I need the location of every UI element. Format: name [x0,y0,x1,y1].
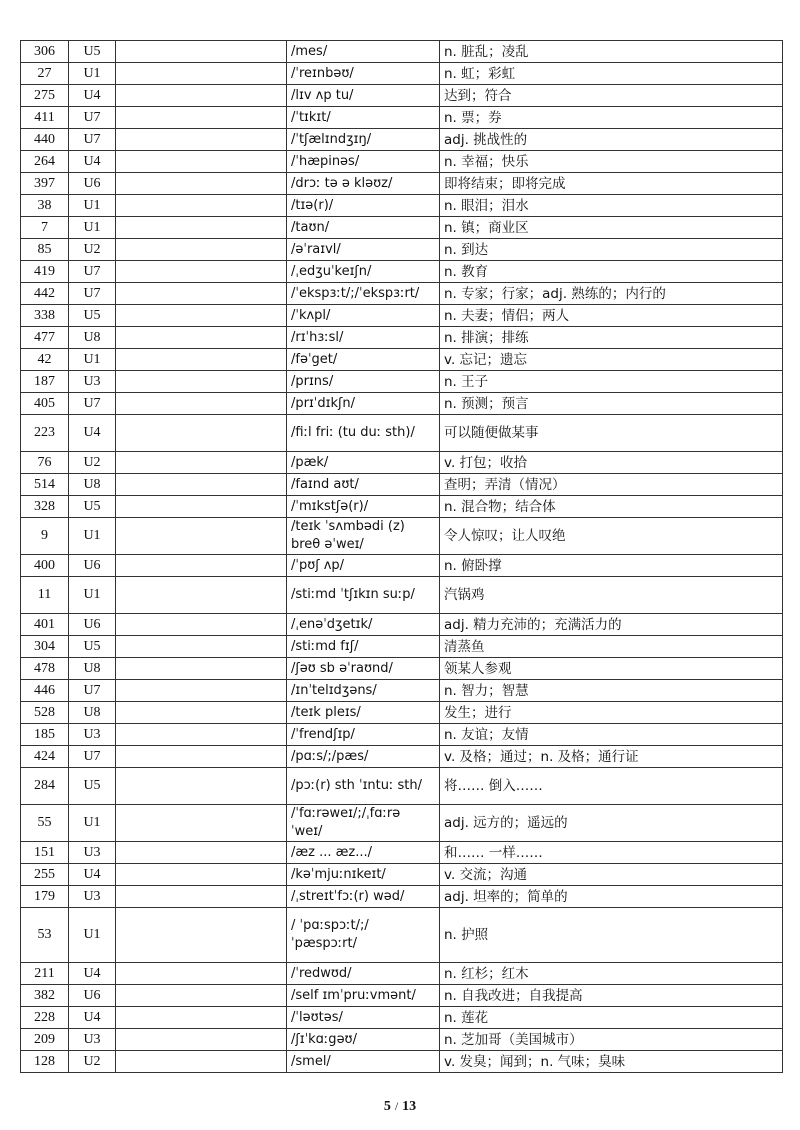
phonetic-cell: /pɔː(r) sth ˈɪntuː sth/ [287,768,440,805]
unit-cell: U7 [69,129,116,151]
table-row [21,195,783,217]
unit-cell: U1 [69,63,116,85]
table-row [21,518,783,555]
id-cell: 528 [21,702,69,724]
phonetic-cell: /prɪˈdɪkʃn/ [287,393,440,415]
id-cell: 76 [21,452,69,474]
word-cell [116,724,287,746]
phonetic-cell: /mes/ [287,41,440,63]
table-row [21,724,783,746]
word-cell [116,496,287,518]
unit-cell: U1 [69,518,116,555]
id-cell: 419 [21,261,69,283]
meaning-cell: v. 打包；收拾 [440,452,783,474]
word-cell [116,614,287,636]
meaning-cell: n. 混合物；结合体 [440,496,783,518]
phonetic-cell: /smel/ [287,1051,440,1073]
word-cell [116,41,287,63]
table-row [21,107,783,129]
word-cell [116,768,287,805]
phonetic-cell: /əˈraɪvl/ [287,239,440,261]
unit-cell: U7 [69,107,116,129]
meaning-cell: n. 王子 [440,371,783,393]
unit-cell: U2 [69,239,116,261]
word-cell [116,349,287,371]
id-cell: 185 [21,724,69,746]
id-cell: 55 [21,805,69,842]
table-row [21,85,783,107]
phonetic-cell: /self ɪmˈpruːvmənt/ [287,985,440,1007]
meaning-cell: n. 俯卧撑 [440,555,783,577]
id-cell: 446 [21,680,69,702]
word-cell [116,985,287,1007]
vocabulary-table-body [21,41,783,1073]
word-cell [116,746,287,768]
meaning-cell: v. 及格；通过；n. 及格；通行证 [440,746,783,768]
unit-cell: U1 [69,349,116,371]
table-row [21,555,783,577]
id-cell: 306 [21,41,69,63]
table-row [21,702,783,724]
word-cell [116,1007,287,1029]
word-cell [116,85,287,107]
phonetic-cell: /faɪnd aʊt/ [287,474,440,496]
id-cell: 85 [21,239,69,261]
id-cell: 442 [21,283,69,305]
word-cell [116,173,287,195]
id-cell: 264 [21,151,69,173]
word-cell [116,474,287,496]
unit-cell: U4 [69,151,116,173]
word-cell [116,908,287,963]
unit-cell: U5 [69,636,116,658]
meaning-cell: n. 芝加哥（美国城市） [440,1029,783,1051]
unit-cell: U8 [69,658,116,680]
phonetic-cell: /stiːmd fɪʃ/ [287,636,440,658]
meaning-cell: n. 预测；预言 [440,393,783,415]
table-row [21,41,783,63]
unit-cell: U1 [69,908,116,963]
id-cell: 38 [21,195,69,217]
phonetic-cell: /rɪˈhɜːsl/ [287,327,440,349]
id-cell: 424 [21,746,69,768]
table-row [21,261,783,283]
meaning-cell: adj. 坦率的；简单的 [440,886,783,908]
unit-cell: U2 [69,452,116,474]
table-row [21,415,783,452]
table-row [21,496,783,518]
word-cell [116,658,287,680]
phonetic-cell: /teɪk pleɪs/ [287,702,440,724]
table-row [21,371,783,393]
word-cell [116,107,287,129]
phonetic-cell: /pɑːs/;/pæs/ [287,746,440,768]
phonetic-cell: /æz ... æz.../ [287,842,440,864]
id-cell: 382 [21,985,69,1007]
word-cell [116,63,287,85]
phonetic-cell: /tɪə(r)/ [287,195,440,217]
phonetic-cell: /lɪv ʌp tu/ [287,85,440,107]
table-row [21,129,783,151]
unit-cell: U1 [69,217,116,239]
phonetic-cell: /ˌenəˈdʒetɪk/ [287,614,440,636]
meaning-cell: 查明；弄清（情况） [440,474,783,496]
meaning-cell: n. 专家；行家；adj. 熟练的；内行的 [440,283,783,305]
id-cell: 151 [21,842,69,864]
word-cell [116,805,287,842]
meaning-cell: 可以随便做某事 [440,415,783,452]
id-cell: 284 [21,768,69,805]
word-cell [116,305,287,327]
table-row [21,173,783,195]
meaning-cell: 领某人参观 [440,658,783,680]
id-cell: 338 [21,305,69,327]
table-row [21,864,783,886]
table-row [21,474,783,496]
unit-cell: U1 [69,195,116,217]
unit-cell: U1 [69,577,116,614]
id-cell: 27 [21,63,69,85]
table-row [21,908,783,963]
word-cell [116,261,287,283]
meaning-cell: n. 虹；彩虹 [440,63,783,85]
word-cell [116,636,287,658]
word-cell [116,129,287,151]
id-cell: 401 [21,614,69,636]
word-cell [116,680,287,702]
word-cell [116,327,287,349]
id-cell: 255 [21,864,69,886]
meaning-cell: n. 护照 [440,908,783,963]
phonetic-cell: /ˈredwʊd/ [287,963,440,985]
table-row [21,886,783,908]
table-row [21,768,783,805]
id-cell: 440 [21,129,69,151]
table-row [21,805,783,842]
table-row [21,746,783,768]
word-cell [116,239,287,261]
id-cell: 411 [21,107,69,129]
word-cell [116,393,287,415]
meaning-cell: v. 发臭；闻到；n. 气味；臭味 [440,1051,783,1073]
id-cell: 405 [21,393,69,415]
phonetic-cell: /stiːmd ˈtʃɪkɪn suːp/ [287,577,440,614]
meaning-cell: n. 友谊；友情 [440,724,783,746]
unit-cell: U1 [69,805,116,842]
id-cell: 223 [21,415,69,452]
unit-cell: U4 [69,1007,116,1029]
id-cell: 128 [21,1051,69,1073]
table-row [21,305,783,327]
unit-cell: U5 [69,496,116,518]
phonetic-cell: /ˌstreɪtˈfɔː(r) wəd/ [287,886,440,908]
id-cell: 179 [21,886,69,908]
word-cell [116,702,287,724]
unit-cell: U4 [69,85,116,107]
word-cell [116,151,287,173]
unit-cell: U3 [69,371,116,393]
meaning-cell: n. 到达 [440,239,783,261]
meaning-cell: 即将结束；即将完成 [440,173,783,195]
unit-cell: U5 [69,305,116,327]
meaning-cell: adj. 挑战性的 [440,129,783,151]
table-row [21,614,783,636]
meaning-cell: n. 眼泪；泪水 [440,195,783,217]
phonetic-cell: /ˈmɪkstʃə(r)/ [287,496,440,518]
meaning-cell: n. 教育 [440,261,783,283]
word-cell [116,886,287,908]
page-separator: / [394,1099,399,1113]
id-cell: 42 [21,349,69,371]
table-row [21,636,783,658]
word-cell [116,518,287,555]
phonetic-cell: /ʃəʊ sb əˈraʊnd/ [287,658,440,680]
unit-cell: U7 [69,261,116,283]
table-row [21,1029,783,1051]
id-cell: 9 [21,518,69,555]
meaning-cell: 发生；进行 [440,702,783,724]
table-row [21,680,783,702]
id-cell: 187 [21,371,69,393]
page-current: 5 [383,1099,391,1114]
table-row [21,658,783,680]
id-cell: 209 [21,1029,69,1051]
table-row [21,349,783,371]
table-row [21,842,783,864]
table-row [21,217,783,239]
id-cell: 211 [21,963,69,985]
phonetic-cell: /ˈekspɜːt/;/ˈekspɜːrt/ [287,283,440,305]
table-row [21,151,783,173]
page-total: 13 [402,1099,417,1114]
meaning-cell: n. 镇；商业区 [440,217,783,239]
phonetic-cell: /ˈkʌpl/ [287,305,440,327]
word-cell [116,577,287,614]
meaning-cell: n. 幸福；快乐 [440,151,783,173]
unit-cell: U8 [69,702,116,724]
unit-cell: U5 [69,768,116,805]
id-cell: 53 [21,908,69,963]
meaning-cell: n. 自我改进；自我提高 [440,985,783,1007]
id-cell: 328 [21,496,69,518]
meaning-cell: n. 排演；排练 [440,327,783,349]
unit-cell: U6 [69,555,116,577]
word-cell [116,864,287,886]
table-row [21,393,783,415]
word-cell [116,195,287,217]
word-cell [116,371,287,393]
page-number [0,1099,800,1115]
word-cell [116,1051,287,1073]
meaning-cell: adj. 精力充沛的；充满活力的 [440,614,783,636]
table-row [21,283,783,305]
unit-cell: U4 [69,963,116,985]
meaning-cell: adj. 远方的；遥远的 [440,805,783,842]
unit-cell: U4 [69,864,116,886]
id-cell: 228 [21,1007,69,1029]
id-cell: 304 [21,636,69,658]
unit-cell: U7 [69,393,116,415]
meaning-cell: n. 夫妻；情侣；两人 [440,305,783,327]
unit-cell: U6 [69,173,116,195]
word-cell [116,963,287,985]
id-cell: 11 [21,577,69,614]
id-cell: 397 [21,173,69,195]
table-row [21,63,783,85]
id-cell: 7 [21,217,69,239]
unit-cell: U4 [69,415,116,452]
phonetic-cell: /ˈtʃælɪndʒɪŋ/ [287,129,440,151]
meaning-cell: 达到；符合 [440,85,783,107]
unit-cell: U8 [69,474,116,496]
phonetic-cell: /teɪk ˈsʌmbədi (z) breθ əˈweɪ/ [287,518,440,555]
phonetic-cell: /prɪns/ [287,371,440,393]
table-row [21,577,783,614]
unit-cell: U7 [69,746,116,768]
meaning-cell: v. 忘记；遗忘 [440,349,783,371]
meaning-cell: n. 红杉；红木 [440,963,783,985]
meaning-cell: 汽锅鸡 [440,577,783,614]
phonetic-cell: /pæk/ [287,452,440,474]
meaning-cell: 将…… 倒入…… [440,768,783,805]
id-cell: 275 [21,85,69,107]
unit-cell: U3 [69,1029,116,1051]
table-row [21,327,783,349]
meaning-cell: 清蒸鱼 [440,636,783,658]
meaning-cell: n. 莲花 [440,1007,783,1029]
phonetic-cell: /fəˈget/ [287,349,440,371]
id-cell: 477 [21,327,69,349]
unit-cell: U3 [69,842,116,864]
word-cell [116,283,287,305]
phonetic-cell: /ˈləʊtəs/ [287,1007,440,1029]
unit-cell: U5 [69,41,116,63]
phonetic-cell: /ʃɪˈkɑːgəʊ/ [287,1029,440,1051]
unit-cell: U7 [69,283,116,305]
phonetic-cell: /ˈtɪkɪt/ [287,107,440,129]
table-row [21,239,783,261]
meaning-cell: 和…… 一样…… [440,842,783,864]
meaning-cell: n. 票；券 [440,107,783,129]
word-cell [116,555,287,577]
table-row [21,1007,783,1029]
phonetic-cell: /ˈfrendʃɪp/ [287,724,440,746]
phonetic-cell: /ɪnˈtelɪdʒəns/ [287,680,440,702]
id-cell: 478 [21,658,69,680]
phonetic-cell: /ˈhæpinəs/ [287,151,440,173]
phonetic-cell: /fiːl friː (tu duː sth)/ [287,415,440,452]
word-cell [116,1029,287,1051]
table-row [21,1051,783,1073]
phonetic-cell: / ˈpɑːspɔːt/;/ ˈpæspɔːrt/ [287,908,440,963]
phonetic-cell: /ˈreɪnbəʊ/ [287,63,440,85]
word-cell [116,842,287,864]
phonetic-cell: /drɔː tə ə kləʊz/ [287,173,440,195]
phonetic-cell: /ˈfɑːrəweɪ/;/ˌfɑːrə ˈweɪ/ [287,805,440,842]
meaning-cell: n. 智力；智慧 [440,680,783,702]
unit-cell: U3 [69,724,116,746]
unit-cell: U8 [69,327,116,349]
meaning-cell: v. 交流；沟通 [440,864,783,886]
word-cell [116,415,287,452]
unit-cell: U6 [69,614,116,636]
word-cell [116,452,287,474]
word-cell [116,217,287,239]
meaning-cell: n. 脏乱；凌乱 [440,41,783,63]
table-row [21,963,783,985]
meaning-cell: 令人惊叹；让人叹绝 [440,518,783,555]
id-cell: 400 [21,555,69,577]
phonetic-cell: /ˈpʊʃ ʌp/ [287,555,440,577]
phonetic-cell: /ˌedʒuˈkeɪʃn/ [287,261,440,283]
table-row [21,985,783,1007]
table-row [21,452,783,474]
unit-cell: U3 [69,886,116,908]
unit-cell: U6 [69,985,116,1007]
phonetic-cell: /taʊn/ [287,217,440,239]
unit-cell: U7 [69,680,116,702]
unit-cell: U2 [69,1051,116,1073]
vocabulary-table [20,40,783,1073]
id-cell: 514 [21,474,69,496]
phonetic-cell: /kəˈmjuːnɪkeɪt/ [287,864,440,886]
